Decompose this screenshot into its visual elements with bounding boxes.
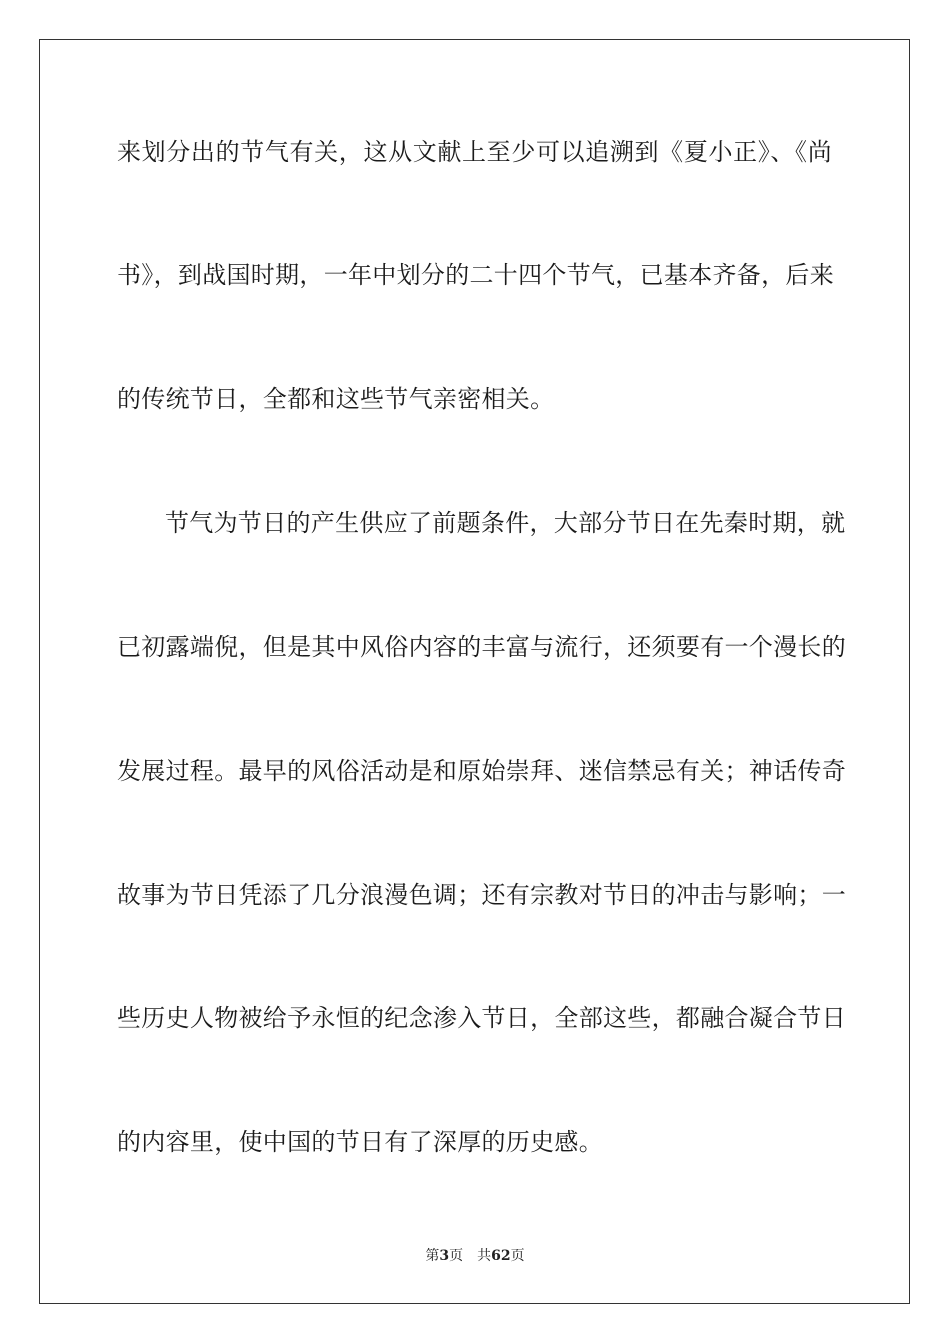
text-line: 些历史人物被给予永恒的纪念渗入节日，全部这些，都融合凝合节日 <box>117 1004 846 1032</box>
text-line: 的内容里，使中国的节日有了深厚的历史感。 <box>117 1128 603 1156</box>
text-line: 书》，到战国时期，一年中划分的二十四个节气，已基本齐备，后来 <box>117 261 834 289</box>
text-line: 发展过程。最早的风俗活动是和原始崇拜、迷信禁忌有关；神话传奇 <box>117 757 846 785</box>
text-line: 故事为节日凭添了几分浪漫色调；还有宗教对节日的冲击与影响；一 <box>117 881 846 909</box>
total-suffix: 页 <box>510 1248 525 1264</box>
total-prefix: 共 <box>477 1248 492 1264</box>
page-prefix: 第 <box>425 1248 440 1264</box>
text-line: 已初露端倪，但是其中风俗内容的丰富与流行，还须要有一个漫长的 <box>117 633 846 661</box>
page-border <box>39 39 910 1304</box>
total-pages: 62 <box>491 1248 511 1264</box>
text-line: 节气为节日的产生供应了前题条件，大部分节日在先秦时期，就 <box>165 509 846 537</box>
page-suffix: 页 <box>449 1248 464 1264</box>
page-number: 3 <box>439 1248 450 1264</box>
text-line: 的传统节日，全都和这些节气亲密相关。 <box>117 385 555 413</box>
text-line: 来划分出的节气有关，这从文献上至少可以追溯到《夏小正》、《尚 <box>117 138 832 166</box>
page-footer <box>0 1246 950 1266</box>
